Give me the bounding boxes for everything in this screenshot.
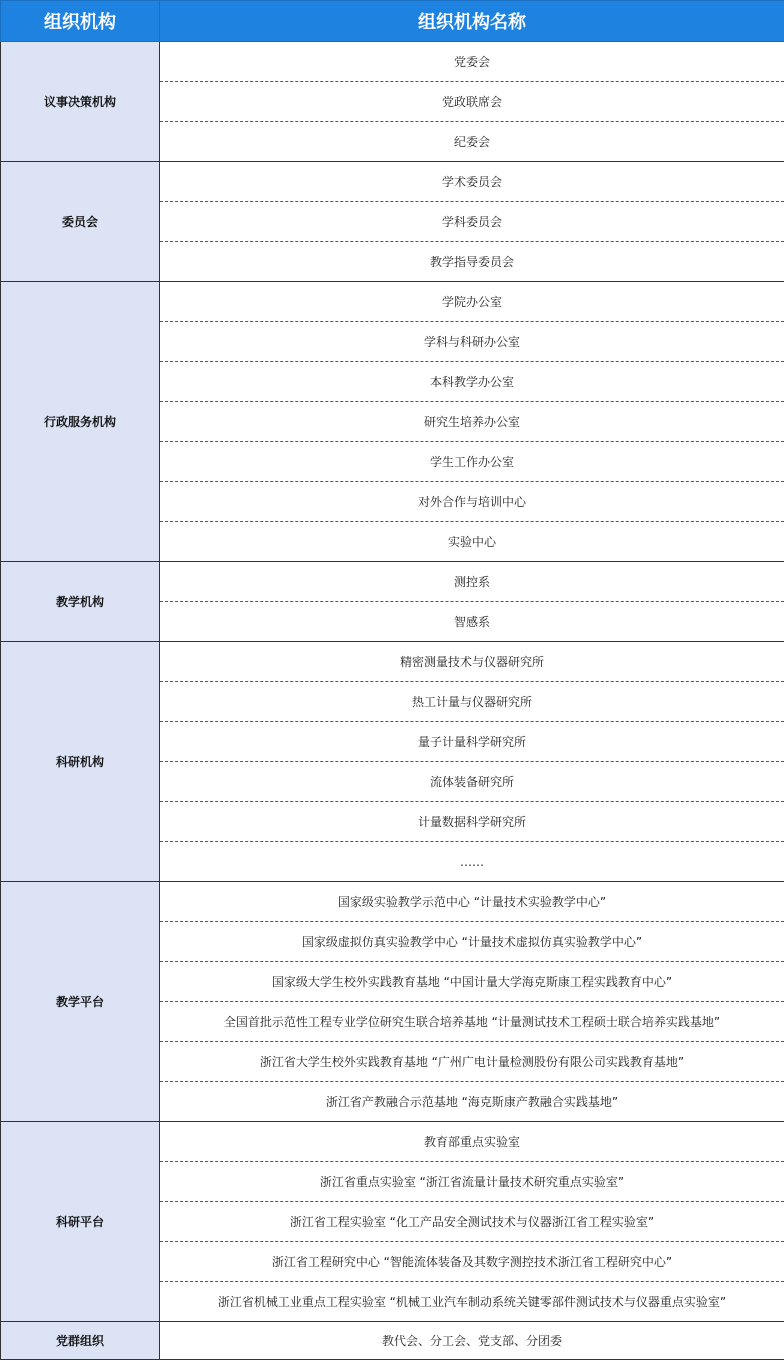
category-cell: 教学平台 [1,882,160,1122]
table-body [1,42,784,1360]
table-row [1,882,784,922]
org-name-cell: 教学指导委员会 [160,242,784,282]
org-name-cell: …… [160,842,784,882]
org-name-cell: 浙江省产教融合示范基地 “海克斯康产教融合实践基地” [160,1082,784,1122]
org-name-cell: 测控系 [160,562,784,602]
table-row [1,1322,784,1360]
org-name-cell: 党政联席会 [160,82,784,122]
org-name-cell: 计量数据科学研究所 [160,802,784,842]
table-row [1,162,784,202]
category-cell: 教学机构 [1,562,160,642]
category-cell: 科研机构 [1,642,160,882]
table-header-row [1,1,784,42]
org-name-cell: 热工计量与仪器研究所 [160,682,784,722]
header-org-name: 组织机构名称 [160,1,784,42]
header-org-category: 组织机构 [1,1,160,42]
org-name-cell: 实验中心 [160,522,784,562]
org-name-cell: 学科与科研办公室 [160,322,784,362]
org-name-cell: 流体装备研究所 [160,762,784,802]
org-name-cell: 浙江省工程研究中心 “智能流体装备及其数字测控技术浙江省工程研究中心” [160,1242,784,1282]
org-name-cell: 浙江省工程实验室 “化工产品安全测试技术与仪器浙江省工程实验室” [160,1202,784,1242]
org-name-cell: 国家级虚拟仿真实验教学中心 “计量技术虚拟仿真实验教学中心” [160,922,784,962]
table-row [1,642,784,682]
org-name-cell: 智感系 [160,602,784,642]
category-cell: 委员会 [1,162,160,282]
table-row [1,42,784,82]
org-name-cell: 浙江省大学生校外实践教育基地 “广州广电计量检测股份有限公司实践教育基地” [160,1042,784,1082]
category-cell: 党群组织 [1,1322,160,1360]
org-name-cell: 纪委会 [160,122,784,162]
table-row [1,1122,784,1162]
org-name-cell: 学生工作办公室 [160,442,784,482]
org-name-cell: 学科委员会 [160,202,784,242]
org-name-cell: 党委会 [160,42,784,82]
category-cell: 行政服务机构 [1,282,160,562]
table-row [1,282,784,322]
org-name-cell: 学院办公室 [160,282,784,322]
org-name-cell: 研究生培养办公室 [160,402,784,442]
org-name-cell: 国家级大学生校外实践教育基地 “中国计量大学海克斯康工程实践教育中心” [160,962,784,1002]
org-name-cell: 国家级实验教学示范中心 “计量技术实验教学中心” [160,882,784,922]
table-row [1,562,784,602]
org-name-cell: 教育部重点实验室 [160,1122,784,1162]
org-name-cell: 精密测量技术与仪器研究所 [160,642,784,682]
org-name-cell: 浙江省机械工业重点工程实验室 “机械工业汽车制动系统关键零部件测试技术与仪器重点实验室” [160,1282,784,1322]
org-name-cell: 教代会、分工会、党支部、分团委 [160,1322,784,1360]
org-name-cell: 本科教学办公室 [160,362,784,402]
org-name-cell: 浙江省重点实验室 “浙江省流量计量技术研究重点实验室” [160,1162,784,1202]
org-name-cell: 全国首批示范性工程专业学位研究生联合培养基地 “计量测试技术工程硕士联合培养实践基地” [160,1002,784,1042]
org-name-cell: 学术委员会 [160,162,784,202]
category-cell: 议事决策机构 [1,42,160,162]
org-name-cell: 对外合作与培训中心 [160,482,784,522]
category-cell: 科研平台 [1,1122,160,1322]
org-name-cell: 量子计量科学研究所 [160,722,784,762]
